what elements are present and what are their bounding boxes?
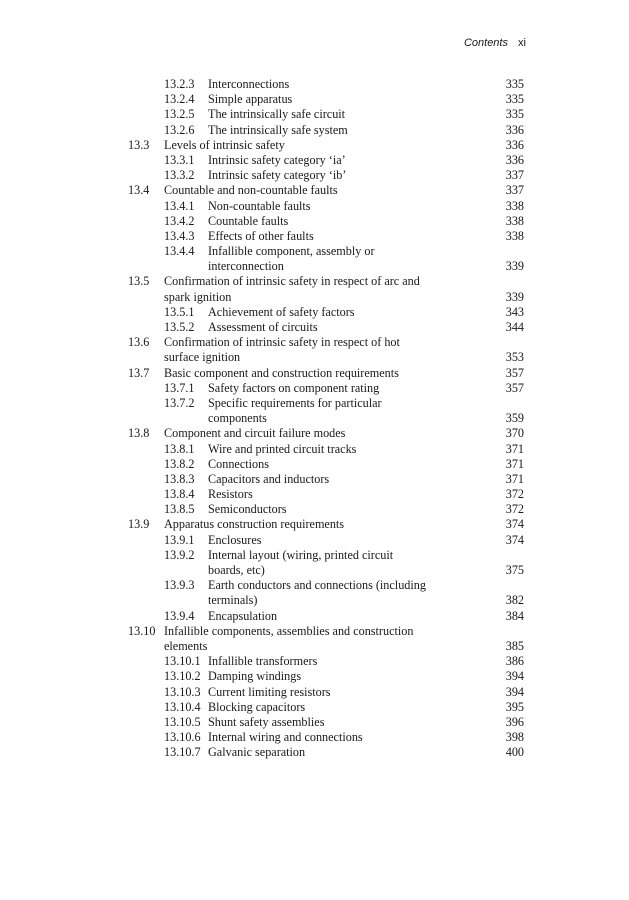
toc-entry-title: interconnection <box>208 259 284 274</box>
toc-entry <box>0 411 629 426</box>
toc-entry-title: The intrinsically safe circuit <box>208 107 346 122</box>
toc-entry-number: 13.8.3 <box>164 471 195 486</box>
toc-entry <box>0 639 629 654</box>
toc-entry-page: 386 <box>505 654 524 669</box>
toc-entry <box>0 229 629 244</box>
toc-entry-page: 374 <box>505 532 524 547</box>
toc-entry <box>0 426 629 441</box>
toc-entry-number: 13.9 <box>128 517 150 532</box>
toc-entry <box>0 502 629 517</box>
toc-entry-page: 338 <box>505 198 524 213</box>
toc-entry-number: 13.3 <box>128 137 150 152</box>
toc-entry-title: Simple apparatus <box>208 92 293 107</box>
toc-entry-title: components <box>208 411 267 426</box>
running-head <box>464 37 526 49</box>
running-head-title: Contents <box>463 37 508 49</box>
toc-entry <box>0 578 629 593</box>
toc-entry-title: terminals) <box>208 593 258 608</box>
toc-entry-page: 372 <box>505 502 524 517</box>
toc-entry-number: 13.10.4 <box>164 699 201 714</box>
toc-entry-page: 353 <box>505 350 524 365</box>
toc-entry-title: Infallible transformers <box>208 654 318 669</box>
toc-entry <box>0 533 629 548</box>
toc-entry-title: elements <box>164 638 208 653</box>
toc-entry-page: 374 <box>505 517 524 532</box>
toc-entry <box>0 593 629 608</box>
toc-entry-number: 13.9.2 <box>164 547 195 562</box>
toc-entry-title: Current limiting resistors <box>208 684 331 699</box>
toc-entry-number: 13.10.7 <box>164 745 201 760</box>
toc-entry <box>0 153 629 168</box>
toc-entry-page: 338 <box>505 213 524 228</box>
toc-entry-number: 13.7 <box>128 365 150 380</box>
toc-entry-title: The intrinsically safe system <box>208 122 348 137</box>
toc-entry-title: Effects of other faults <box>208 228 314 243</box>
toc-entry-number: 13.5 <box>128 274 150 289</box>
toc-entry-number: 13.8.4 <box>164 487 195 502</box>
toc-entry <box>0 685 629 700</box>
toc-entry-title: Component and circuit failure modes <box>164 426 346 441</box>
toc-entry-page: 335 <box>505 77 524 91</box>
toc-entry <box>0 274 629 289</box>
toc-entry-number: 13.3.2 <box>164 168 195 183</box>
toc-entry-number: 13.5.2 <box>164 320 195 334</box>
toc-entry-page: 339 <box>505 289 524 304</box>
toc-entry-number: 13.7.1 <box>164 380 195 395</box>
toc-entry-title: Non-countable faults <box>208 198 311 213</box>
toc-entry-title: Intrinsic safety category ‘ia’ <box>208 152 346 167</box>
toc-entry <box>0 730 629 745</box>
toc-entry-title: Achievement of safety factors <box>208 304 355 319</box>
toc-entry <box>0 350 629 365</box>
toc-entry-title: Internal layout (wiring, printed circuit <box>208 547 394 562</box>
toc-entry-number: 13.10.5 <box>164 714 201 729</box>
toc-entry-number: 13.9.1 <box>164 532 195 547</box>
toc-entry-number: 13.10 <box>128 623 156 638</box>
toc-entry <box>0 381 629 396</box>
toc-entry-title: Countable and non-countable faults <box>164 183 338 198</box>
toc-entry-number: 13.2.6 <box>164 122 195 137</box>
toc-entry-number: 13.9.4 <box>164 608 195 623</box>
toc-entry-page: 335 <box>505 92 524 107</box>
toc-entry <box>0 654 629 669</box>
toc-entry-title: Apparatus construction requirements <box>164 517 345 532</box>
toc-entry <box>0 77 629 92</box>
toc-entry-title: Intrinsic safety category ‘ib’ <box>208 168 347 183</box>
toc-entry <box>0 320 629 335</box>
toc-entry-title: Capacitors and inductors <box>208 471 330 486</box>
toc-entry <box>0 244 629 259</box>
toc-entry-number: 13.10.3 <box>164 684 201 699</box>
toc-entry-title: Internal wiring and connections <box>208 730 363 745</box>
toc-entry-title: Infallible components, assemblies and construction <box>164 623 414 638</box>
toc-entry-number: 13.4 <box>128 183 150 198</box>
toc-entry-page: 371 <box>505 441 524 456</box>
toc-entry <box>0 290 629 305</box>
toc-entry <box>0 92 629 107</box>
toc-entry-number: 13.10.6 <box>164 730 201 745</box>
toc-entry <box>0 107 629 122</box>
toc-entry <box>0 517 629 532</box>
toc-entry-page: 371 <box>505 456 524 471</box>
toc-entry-page: 382 <box>505 593 524 608</box>
toc-entry-page: 400 <box>505 745 524 760</box>
toc-entry <box>0 487 629 502</box>
toc-entry-title: Shunt safety assemblies <box>208 714 325 729</box>
page-number: xi <box>518 37 526 49</box>
toc-entry-title: Galvanic separation <box>208 745 306 760</box>
toc-entry-number: 13.8.5 <box>164 502 195 517</box>
toc-entry-title: Safety factors on component rating <box>208 380 380 395</box>
toc-entry-page: 357 <box>505 380 524 395</box>
toc-entry <box>0 335 629 350</box>
toc-entry-title: Encapsulation <box>208 608 278 623</box>
toc-entry-number: 13.8.1 <box>164 441 195 456</box>
toc-entry-number: 13.7.2 <box>164 395 195 410</box>
toc-entry-title: Confirmation of intrinsic safety in respect of hot <box>164 335 400 350</box>
toc-entry-title: Interconnections <box>208 77 290 91</box>
toc-entry-page: 336 <box>505 122 524 137</box>
toc-entry-page: 343 <box>505 304 524 319</box>
toc-entry <box>0 624 629 639</box>
toc-entry-number: 13.10.1 <box>164 654 201 669</box>
toc-entry-number: 13.9.3 <box>164 578 195 593</box>
toc-entry-title: Enclosures <box>208 532 262 547</box>
toc-entry-page: 344 <box>505 320 524 334</box>
toc-entry-page: 395 <box>505 699 524 714</box>
toc-entry <box>0 669 629 684</box>
toc-entry <box>0 396 629 411</box>
toc-entry-number: 13.4.2 <box>164 213 195 228</box>
toc-entry <box>0 183 629 198</box>
toc-entry-page: 396 <box>505 714 524 729</box>
toc-entry-number: 13.6 <box>128 335 150 350</box>
toc-entry <box>0 214 629 229</box>
toc-entry-page: 335 <box>505 107 524 122</box>
toc-entry <box>0 138 629 153</box>
toc-entry-page: 394 <box>505 669 524 684</box>
toc-entry-page: 337 <box>505 168 524 183</box>
toc-entry <box>0 168 629 183</box>
toc-entry <box>0 472 629 487</box>
toc-entry <box>0 563 629 578</box>
toc-entry-page: 357 <box>505 365 524 380</box>
toc-entry-title: Earth conductors and connections (including <box>208 578 426 593</box>
toc-entry-number: 13.4.4 <box>164 244 195 259</box>
toc-entry-title: Confirmation of intrinsic safety in respect of arc and <box>164 274 420 289</box>
toc-entry-number: 13.2.3 <box>164 77 195 91</box>
toc-entry <box>0 442 629 457</box>
toc-entry-page: 372 <box>505 487 524 502</box>
toc-entry-title: Specific requirements for particular <box>208 395 382 410</box>
toc-entry-page: 384 <box>505 608 524 623</box>
toc-entry <box>0 199 629 214</box>
toc-entry-number: 13.8 <box>128 426 150 441</box>
toc-entry-title: Resistors <box>208 487 253 502</box>
toc-entry-page: 336 <box>505 152 524 167</box>
toc-entry-title: Countable faults <box>208 213 289 228</box>
toc-entry-page: 336 <box>505 137 524 152</box>
toc-entry-page: 394 <box>505 684 524 699</box>
toc-entry <box>0 366 629 381</box>
toc-entry-number: 13.2.5 <box>164 107 195 122</box>
toc-entry <box>0 305 629 320</box>
toc-entry-number: 13.10.2 <box>164 669 201 684</box>
toc-entry <box>0 715 629 730</box>
toc-entry-number: 13.8.2 <box>164 456 195 471</box>
toc-entry <box>0 700 629 715</box>
toc-entry <box>0 259 629 274</box>
toc-entry-title: Blocking capacitors <box>208 699 306 714</box>
toc-entry <box>0 609 629 624</box>
toc-entry-title: Infallible component, assembly or <box>208 244 375 259</box>
toc-entry-number: 13.5.1 <box>164 304 195 319</box>
toc-entry-page: 338 <box>505 228 524 243</box>
toc-entry-number: 13.4.1 <box>164 198 195 213</box>
toc-entry-number: 13.4.3 <box>164 228 195 243</box>
toc-entry <box>0 123 629 138</box>
toc-entry-title: surface ignition <box>164 350 241 365</box>
toc-entry-title: Levels of intrinsic safety <box>164 137 285 152</box>
toc-entry-title: Basic component and construction requirements <box>164 365 399 380</box>
toc-entry-page: 339 <box>505 259 524 274</box>
toc-entry-title: spark ignition <box>164 289 232 304</box>
toc-entry <box>0 548 629 563</box>
toc-entry-title: Damping windings <box>208 669 302 684</box>
toc-entry-page: 385 <box>505 638 524 653</box>
toc-entry-title: Semiconductors <box>208 502 287 517</box>
toc-entry-title: Assessment of circuits <box>208 320 318 334</box>
toc-entry <box>0 457 629 472</box>
toc-entry-title: boards, etc) <box>208 563 265 577</box>
toc-entry-title: Connections <box>208 456 269 471</box>
toc-entry-page: 370 <box>505 426 524 441</box>
toc-entry <box>0 745 629 760</box>
toc-entry-number: 13.2.4 <box>164 92 195 107</box>
toc-entry-page: 375 <box>505 563 524 577</box>
toc-entry-page: 337 <box>505 183 524 198</box>
toc-entry-number: 13.3.1 <box>164 152 195 167</box>
toc-entry-page: 371 <box>505 471 524 486</box>
toc-entry-title: Wire and printed circuit tracks <box>208 441 357 456</box>
table-of-contents <box>0 77 629 760</box>
toc-entry-page: 359 <box>505 411 524 426</box>
toc-entry-page: 398 <box>505 730 524 745</box>
